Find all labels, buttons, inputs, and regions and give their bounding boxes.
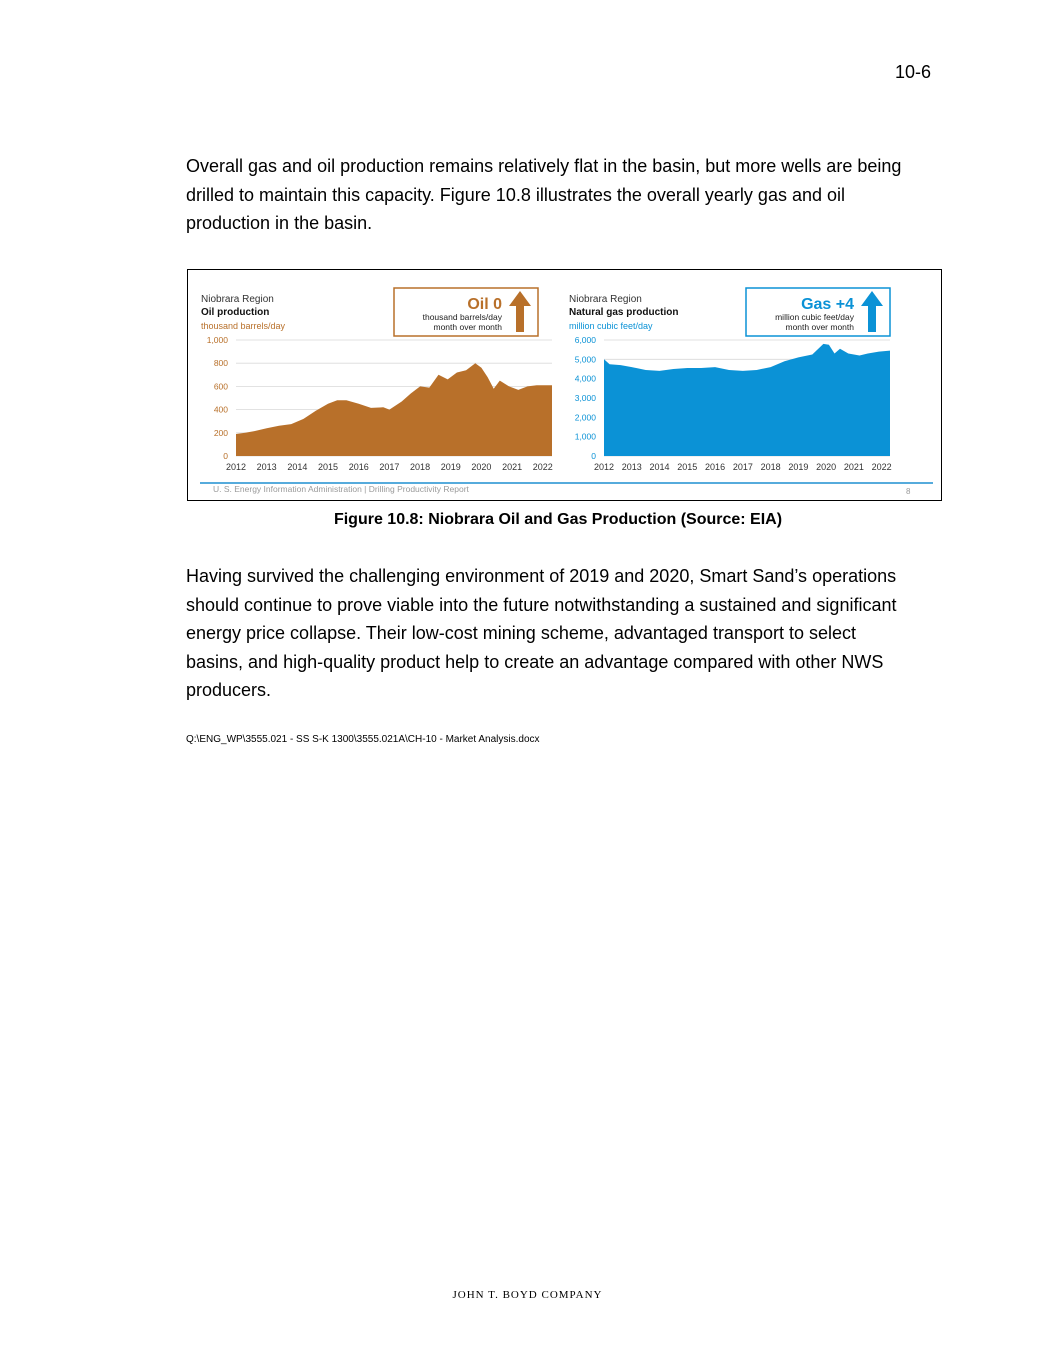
x-tick-label: 2020 xyxy=(471,462,492,472)
y-tick-label: 3,000 xyxy=(574,393,596,403)
chart-title: Natural gas production xyxy=(569,307,679,318)
figure-canvas xyxy=(188,270,942,501)
chart-unit-label: thousand barrels/day xyxy=(201,321,286,331)
production-area xyxy=(604,344,890,456)
callout-period: month over month xyxy=(433,322,502,332)
y-tick-label: 4,000 xyxy=(574,373,596,384)
y-tick-label: 1,000 xyxy=(206,335,228,345)
x-tick-label: 2014 xyxy=(287,462,308,472)
page-number: 10-6 xyxy=(894,62,931,82)
oil-production-chart xyxy=(201,288,553,472)
y-tick-label: 400 xyxy=(213,404,228,415)
y-tick-label: 0 xyxy=(223,451,228,461)
y-tick-label: 200 xyxy=(213,427,228,438)
x-tick-label: 2020 xyxy=(816,462,837,472)
x-tick-label: 2012 xyxy=(593,462,615,472)
gas-production-chart xyxy=(569,288,892,472)
chart-unit-label: million cubic feet/day xyxy=(569,321,653,331)
callout-unit: million cubic feet/day xyxy=(775,312,854,322)
x-tick-label: 2016 xyxy=(705,462,726,472)
chart-title: Oil production xyxy=(201,307,270,318)
x-tick-label: 2012 xyxy=(225,462,247,472)
figure-caption: Figure 10.8: Niobrara Oil and Gas Production (Source: EIA) xyxy=(333,511,783,528)
callout-unit: thousand barrels/day xyxy=(422,312,502,322)
x-tick-label: 2013 xyxy=(621,462,642,472)
x-tick-label: 2017 xyxy=(379,462,400,472)
x-tick-label: 2019 xyxy=(440,462,461,472)
x-tick-label: 2018 xyxy=(410,462,431,472)
chart-region-label: Niobrara Region xyxy=(569,294,642,305)
x-tick-label: 2019 xyxy=(788,462,809,472)
y-tick-label: 2,000 xyxy=(574,412,596,423)
x-tick-label: 2014 xyxy=(649,462,670,472)
x-tick-label: 2022 xyxy=(532,462,553,472)
figure-footer-text: U. S. Energy Information Administration | Drilling Productivity Report xyxy=(213,484,469,494)
x-tick-label: 2022 xyxy=(871,462,892,472)
y-tick-label: 6,000 xyxy=(574,335,596,345)
y-tick-label: 0 xyxy=(591,451,596,461)
paragraph-conclusion: Having survived the challenging environment of 2019 and 2020, Smart Sand’s operations should continue to prove viable into the future notwithstanding a sustained and significant energy price collapse. Their low-cost mining scheme, advantaged transport to select basins, and high-quality product help to create an advantage compared with other NWS producers. xyxy=(186,566,897,700)
x-tick-label: 2021 xyxy=(502,462,523,472)
x-tick-label: 2018 xyxy=(760,462,781,472)
y-tick-label: 600 xyxy=(213,381,228,392)
x-tick-label: 2013 xyxy=(256,462,277,472)
callout-period: month over month xyxy=(785,322,854,332)
x-tick-label: 2015 xyxy=(318,462,339,472)
x-tick-label: 2016 xyxy=(348,462,369,472)
callout-value: Gas +4 xyxy=(801,296,854,313)
file-path: Q:\ENG_WP\3555.021 - SS S-K 1300\3555.021A\CH-10 - Market Analysis.docx xyxy=(186,734,540,745)
x-tick-label: 2021 xyxy=(843,462,864,472)
x-tick-label: 2015 xyxy=(677,462,698,472)
y-tick-label: 1,000 xyxy=(574,431,596,442)
figure-niobrara-production xyxy=(187,269,942,501)
chart-region-label: Niobrara Region xyxy=(201,294,274,305)
paragraph-intro: Overall gas and oil production remains relatively flat in the basin, but more wells are being drilled to maintain this capacity. Figure 10.8 illustrates the overall yearly gas and oil production in the basin. xyxy=(186,156,902,233)
y-tick-label: 5,000 xyxy=(574,354,596,365)
y-tick-label: 800 xyxy=(213,358,228,369)
company-footer: JOHN T. BOYD COMPANY xyxy=(452,1289,603,1301)
x-tick-label: 2017 xyxy=(732,462,753,472)
figure-footer-page: 8 xyxy=(906,487,911,496)
callout-value: Oil 0 xyxy=(467,296,502,313)
